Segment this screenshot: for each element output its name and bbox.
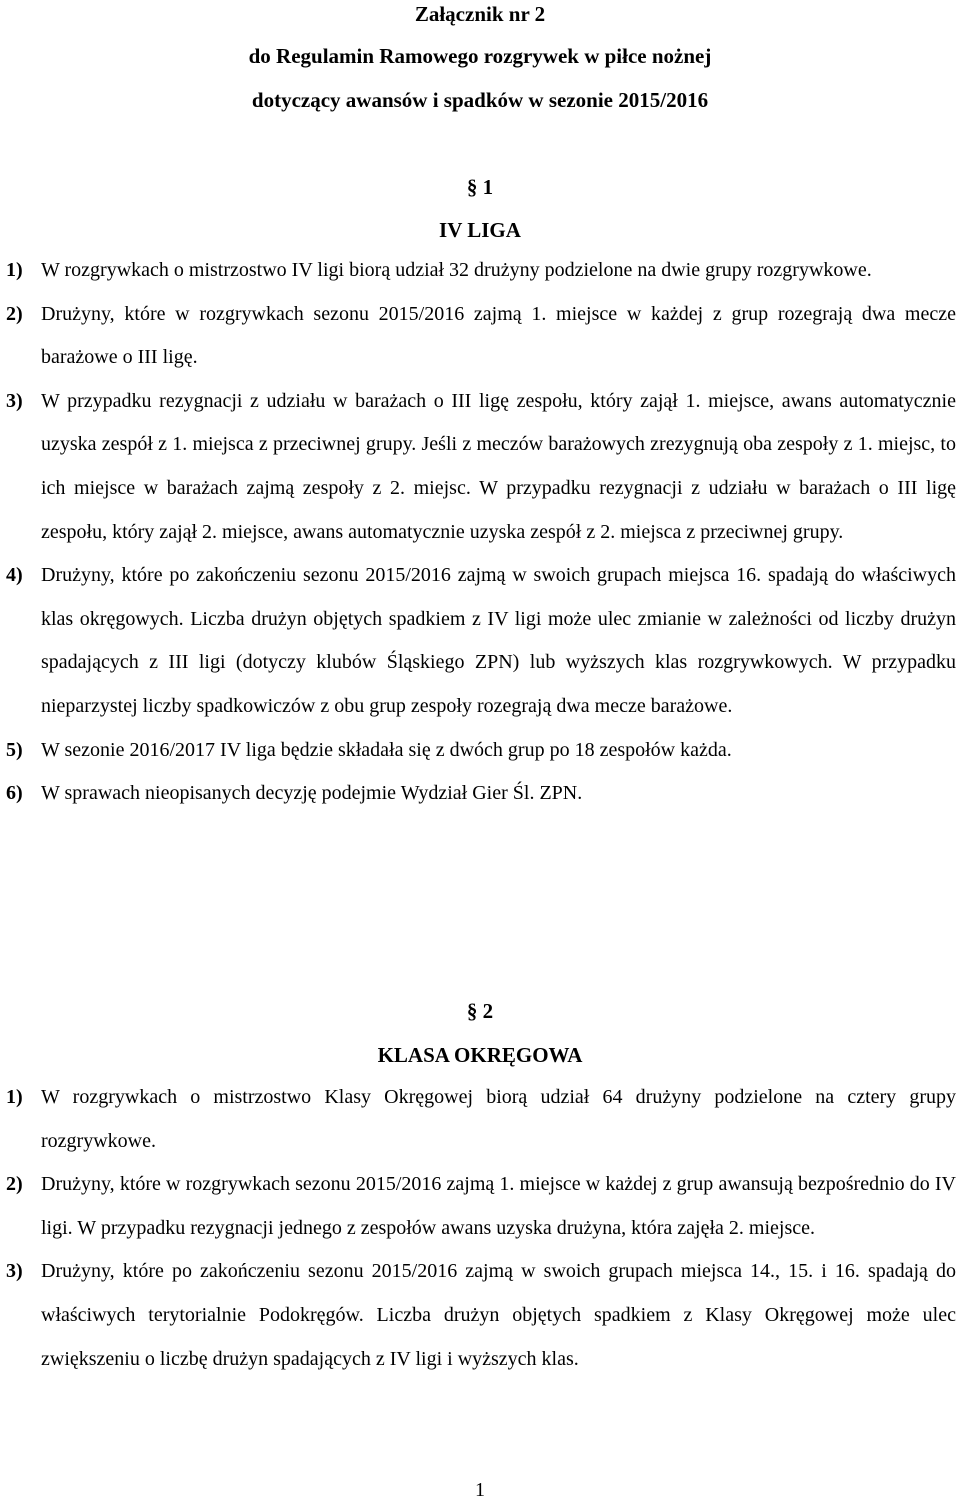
- item-number: 5): [6, 738, 23, 761]
- item-text: W rozgrywkach o mistrzostwo IV ligi biorą udział 32 drużyny podzielone na dwie grupy rozgrywkowe.: [41, 259, 872, 281]
- list-item: [0, 1250, 960, 1381]
- list-item: [0, 249, 960, 293]
- section-1-number: § 1: [466, 175, 494, 199]
- item-text: Drużyny, które po zakończeniu sezonu 2015/2016 zajmą w swoich grupach miejsca 16. spadają do właściwych klas okręgowych. Liczba drużyn objętych spadkiem z IV ligi może ulec zmianie w zależności od liczby drużyn spadających z III ligi (dotyczy klubów Śląskiego ZPN) lub wyższych klas rozgrywkowych. W przypadku nieparzystej liczby spadkowiczów z obu grup zespoły rozegrają dwa mecze barażowe.: [41, 564, 956, 717]
- item-number: 3): [6, 389, 23, 412]
- item-number: 3): [6, 1260, 23, 1283]
- item-text: Drużyny, które w rozgrywkach sezonu 2015/2016 zajmą 1. miejsce w każdej z grup awansują bezpośrednio do IV ligi. W przypadku rezygnacji jednego z zespołów awans uzyska drużyna, która zajęła 2. miejsce.: [41, 1173, 956, 1239]
- item-text: W rozgrywkach o mistrzostwo Klasy Okręgowej biorą udział 64 drużyny podzielone na cztery grupy rozgrywkowe.: [41, 1086, 956, 1152]
- section-2-title: KLASA OKRĘGOWA: [377, 1043, 583, 1067]
- list-item: [0, 293, 960, 380]
- page-number: 1: [475, 1479, 485, 1501]
- item-number: 4): [6, 564, 23, 587]
- section-1-list: [0, 249, 960, 816]
- section-1-title: IV LIGA: [439, 218, 521, 242]
- item-number: 1): [6, 259, 23, 281]
- section-2-number: § 2: [466, 999, 494, 1023]
- item-text: Drużyny, które w rozgrywkach sezonu 2015/2016 zajmą 1. miejsce w każdej z grup rozegrają dwa mecze barażowe o III ligę.: [41, 302, 956, 369]
- item-number: 1): [6, 1086, 23, 1108]
- item-text: W sezonie 2016/2017 IV liga będzie składała się z dwóch grup po 18 zespołów każda.: [41, 738, 732, 761]
- list-item: [0, 1076, 960, 1163]
- item-number: 6): [6, 782, 23, 805]
- item-text: W sprawach nieopisanych decyzję podejmie Wydział Gier Śl. ZPN.: [41, 782, 583, 805]
- item-number: 2): [6, 1173, 23, 1196]
- season-subtitle: dotyczący awansów i spadków w sezonie 2015/2016: [251, 88, 709, 112]
- list-item: [0, 554, 960, 728]
- item-number: 2): [6, 302, 23, 325]
- list-item: [0, 729, 960, 773]
- section-2-list: [0, 1076, 960, 1381]
- list-item: [0, 380, 960, 554]
- list-item: [0, 772, 960, 816]
- item-text: Drużyny, które po zakończeniu sezonu 2015/2016 zajmą w swoich grupach miejsca 14., 15. i 16. spadają do właściwych terytorialnie Podokręgów. Liczba drużyn objętych spadkiem z Klasy Okręgowej może ulec zwiększeniu o liczbę drużyn spadających z IV ligi i wyższych klas.: [41, 1260, 956, 1370]
- item-text: W przypadku rezygnacji z udziału w barażach o III ligę zespołu, który zajął 1. miejsce, awans automatycznie uzyska zespół z 1. miejsca z przeciwnej grupy. Jeśli z meczów barażowych zrezygnują oba zespoły z 1. miejsc, to ich miejsce w barażach zajmą zespoły z 2. miejsc. W przypadku rezygnacji z udziału w barażach o III ligę zespołu, który zajął 2. miejsce, awans automatycznie uzyska zespół z 2. miejsca z przeciwnej grupy.: [41, 389, 956, 543]
- attachment-title: Załącznik nr 2: [414, 2, 546, 26]
- regulation-title: do Regulamin Ramowego rozgrywek w piłce nożnej: [248, 44, 712, 68]
- list-item: [0, 1163, 960, 1250]
